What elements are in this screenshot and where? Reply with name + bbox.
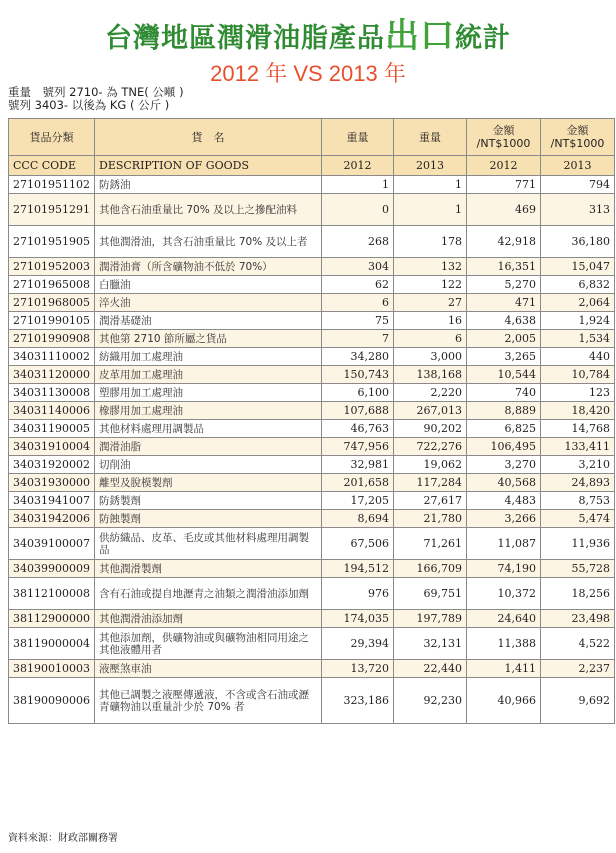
cell-weight-2013: 71,261 — [394, 528, 467, 560]
table-row — [9, 510, 615, 528]
table-row — [9, 678, 615, 724]
export-statistics-table — [8, 118, 615, 724]
cell-value-2013: 313 — [541, 194, 615, 226]
cell-weight-2013: 2,220 — [394, 384, 467, 402]
cell-weight-2012: 304 — [322, 258, 394, 276]
table-row — [9, 258, 615, 276]
title-part3: 統計 — [455, 23, 511, 54]
cell-description: 潤滑油脂 — [95, 438, 322, 456]
cell-value-2012: 11,388 — [467, 628, 541, 660]
cell-code: 34031920002 — [9, 456, 95, 474]
table-row — [9, 628, 615, 660]
cell-weight-2013: 19,062 — [394, 456, 467, 474]
cell-description: 離型及脫模製劑 — [95, 474, 322, 492]
cell-weight-2012: 17,205 — [322, 492, 394, 510]
cell-value-2012: 3,265 — [467, 348, 541, 366]
cell-weight-2012: 1 — [322, 176, 394, 194]
cell-description: 防蝕製劑 — [95, 510, 322, 528]
cell-value-2013: 10,784 — [541, 366, 615, 384]
table-row — [9, 420, 615, 438]
table-row — [9, 276, 615, 294]
cell-description: 皮革用加工處理油 — [95, 366, 322, 384]
cell-description: 防銹油 — [95, 176, 322, 194]
cell-value-2013: 14,768 — [541, 420, 615, 438]
cell-description: 淬火油 — [95, 294, 322, 312]
table-row — [9, 610, 615, 628]
cell-weight-2013: 22,440 — [394, 660, 467, 678]
cell-weight-2013: 197,789 — [394, 610, 467, 628]
table-row — [9, 438, 615, 456]
header-value-2013: 金額 /NT$1000 — [541, 119, 615, 156]
cell-value-2013: 133,411 — [541, 438, 615, 456]
cell-value-2013: 123 — [541, 384, 615, 402]
table-row — [9, 660, 615, 678]
cell-description: 其他材料處理用調製品 — [95, 420, 322, 438]
header-weight-2013: 重量 — [394, 119, 467, 156]
cell-weight-2012: 13,720 — [322, 660, 394, 678]
cell-value-2012: 3,270 — [467, 456, 541, 474]
cell-code: 34039100007 — [9, 528, 95, 560]
unit-note: 號列 3403- 以後為 KG ( 公斤 ) — [8, 98, 170, 112]
cell-value-2012: 740 — [467, 384, 541, 402]
cell-description: 其他潤滑油，其含石油重量比 70% 及以上者 — [95, 226, 322, 258]
cell-weight-2012: 323,186 — [322, 678, 394, 724]
cell-value-2012: 469 — [467, 194, 541, 226]
cell-value-2012: 4,638 — [467, 312, 541, 330]
cell-code: 27101990105 — [9, 312, 95, 330]
cell-weight-2012: 8,694 — [322, 510, 394, 528]
cell-weight-2012: 34,280 — [322, 348, 394, 366]
cell-weight-2013: 722,276 — [394, 438, 467, 456]
cell-weight-2013: 267,013 — [394, 402, 467, 420]
cell-value-2013: 55,728 — [541, 560, 615, 578]
cell-value-2013: 440 — [541, 348, 615, 366]
cell-weight-2012: 29,394 — [322, 628, 394, 660]
cell-code: 27101951905 — [9, 226, 95, 258]
cell-description: 防銹製劑 — [95, 492, 322, 510]
data-source: 資料來源：財政部關務署 — [8, 833, 118, 844]
cell-value-2012: 4,483 — [467, 492, 541, 510]
table-row — [9, 456, 615, 474]
cell-weight-2012: 0 — [322, 194, 394, 226]
table-row — [9, 176, 615, 194]
page-title — [0, 8, 616, 57]
cell-weight-2013: 3,000 — [394, 348, 467, 366]
cell-weight-2013: 90,202 — [394, 420, 467, 438]
header-goods-name: 貨 名 — [95, 119, 322, 156]
cell-weight-2012: 6 — [322, 294, 394, 312]
cell-description: 塑膠用加工處理油 — [95, 384, 322, 402]
table-row — [9, 402, 615, 420]
cell-code: 34031120000 — [9, 366, 95, 384]
cell-code: 34031930000 — [9, 474, 95, 492]
cell-value-2012: 16,351 — [467, 258, 541, 276]
cell-code: 38112900000 — [9, 610, 95, 628]
header-weight-2012: 重量 — [322, 119, 394, 156]
table-row — [9, 348, 615, 366]
cell-value-2012: 5,270 — [467, 276, 541, 294]
title-part2: 出口 — [385, 16, 455, 56]
cell-value-2012: 11,087 — [467, 528, 541, 560]
cell-description: 其他第 2710 節所屬之貨品 — [95, 330, 322, 348]
subheader-code: CCC CODE — [9, 156, 95, 176]
cell-value-2013: 2,237 — [541, 660, 615, 678]
cell-weight-2012: 62 — [322, 276, 394, 294]
cell-value-2012: 3,266 — [467, 510, 541, 528]
cell-value-2012: 2,005 — [467, 330, 541, 348]
cell-code: 38190090006 — [9, 678, 95, 724]
cell-weight-2012: 747,956 — [322, 438, 394, 456]
table-row — [9, 578, 615, 610]
cell-weight-2013: 1 — [394, 194, 467, 226]
cell-value-2013: 8,753 — [541, 492, 615, 510]
cell-code: 27101965008 — [9, 276, 95, 294]
cell-weight-2013: 117,284 — [394, 474, 467, 492]
header-value-2012: 金額 /NT$1000 — [467, 119, 541, 156]
cell-weight-2013: 138,168 — [394, 366, 467, 384]
cell-description: 液壓煞車油 — [95, 660, 322, 678]
cell-weight-2013: 178 — [394, 226, 467, 258]
subheader-year: 2012 — [467, 156, 541, 176]
cell-value-2013: 23,498 — [541, 610, 615, 628]
cell-weight-2012: 107,688 — [322, 402, 394, 420]
cell-value-2013: 11,936 — [541, 528, 615, 560]
cell-weight-2012: 976 — [322, 578, 394, 610]
cell-value-2012: 1,411 — [467, 660, 541, 678]
cell-description: 其他潤滑油添加劑 — [95, 610, 322, 628]
cell-weight-2013: 16 — [394, 312, 467, 330]
cell-weight-2013: 69,751 — [394, 578, 467, 610]
cell-value-2012: 40,568 — [467, 474, 541, 492]
unit-note: 重量 號列 2710- 為 TNE( 公噸 ) — [8, 85, 184, 99]
cell-value-2012: 471 — [467, 294, 541, 312]
cell-weight-2012: 75 — [322, 312, 394, 330]
cell-weight-2012: 6,100 — [322, 384, 394, 402]
cell-code: 34031130008 — [9, 384, 95, 402]
cell-weight-2013: 21,780 — [394, 510, 467, 528]
cell-weight-2012: 32,981 — [322, 456, 394, 474]
cell-weight-2012: 268 — [322, 226, 394, 258]
title-part1: 台灣地區潤滑油脂產品 — [105, 23, 385, 54]
cell-description: 橡膠用加工處理油 — [95, 402, 322, 420]
cell-value-2013: 4,522 — [541, 628, 615, 660]
cell-code: 27101951291 — [9, 194, 95, 226]
table-row — [9, 492, 615, 510]
cell-weight-2013: 27,617 — [394, 492, 467, 510]
cell-value-2013: 794 — [541, 176, 615, 194]
cell-value-2013: 18,420 — [541, 402, 615, 420]
cell-weight-2012: 174,035 — [322, 610, 394, 628]
cell-weight-2013: 27 — [394, 294, 467, 312]
table-row — [9, 528, 615, 560]
cell-weight-2013: 166,709 — [394, 560, 467, 578]
cell-weight-2012: 67,506 — [322, 528, 394, 560]
table-row — [9, 194, 615, 226]
table-row — [9, 366, 615, 384]
cell-value-2012: 6,825 — [467, 420, 541, 438]
cell-value-2013: 36,180 — [541, 226, 615, 258]
cell-code: 34031110002 — [9, 348, 95, 366]
cell-description: 切削油 — [95, 456, 322, 474]
cell-description: 白臘油 — [95, 276, 322, 294]
cell-value-2013: 15,047 — [541, 258, 615, 276]
cell-weight-2013: 132 — [394, 258, 467, 276]
cell-value-2012: 40,966 — [467, 678, 541, 724]
cell-description: 含有石油或提自地瀝青之油類之潤滑油添加劑 — [95, 578, 322, 610]
cell-code: 34031941007 — [9, 492, 95, 510]
cell-weight-2012: 46,763 — [322, 420, 394, 438]
cell-value-2013: 1,924 — [541, 312, 615, 330]
cell-weight-2013: 32,131 — [394, 628, 467, 660]
page-subtitle: 2012 年 VS 2013 年 — [210, 61, 406, 86]
cell-weight-2013: 6 — [394, 330, 467, 348]
cell-value-2013: 2,064 — [541, 294, 615, 312]
cell-description: 潤滑基礎油 — [95, 312, 322, 330]
table-row — [9, 294, 615, 312]
unit-notes — [8, 86, 184, 112]
cell-code: 38190010003 — [9, 660, 95, 678]
cell-code: 38112100008 — [9, 578, 95, 610]
cell-weight-2013: 1 — [394, 176, 467, 194]
cell-description: 其他含石油重量比 70% 及以上之摻配油料 — [95, 194, 322, 226]
cell-weight-2012: 7 — [322, 330, 394, 348]
cell-value-2013: 1,534 — [541, 330, 615, 348]
cell-description: 供紡織品、皮革、毛皮或其他材料處理用調製品 — [95, 528, 322, 560]
cell-description: 其他添加劑，供礦物油或與礦物油相同用途之其他液體用者 — [95, 628, 322, 660]
cell-value-2013: 24,893 — [541, 474, 615, 492]
cell-code: 27101990908 — [9, 330, 95, 348]
table-row — [9, 474, 615, 492]
cell-code: 27101952003 — [9, 258, 95, 276]
table-row — [9, 312, 615, 330]
subheader-description: DESCRIPTION OF GOODS — [95, 156, 322, 176]
cell-code: 27101951102 — [9, 176, 95, 194]
cell-description: 潤滑油膏（所含礦物油不低於 70%） — [95, 258, 322, 276]
table-row — [9, 384, 615, 402]
cell-code: 34031942006 — [9, 510, 95, 528]
cell-code: 34031910004 — [9, 438, 95, 456]
cell-value-2012: 10,544 — [467, 366, 541, 384]
table-row — [9, 226, 615, 258]
cell-weight-2012: 150,743 — [322, 366, 394, 384]
cell-weight-2013: 92,230 — [394, 678, 467, 724]
cell-weight-2013: 122 — [394, 276, 467, 294]
subheader-year: 2012 — [322, 156, 394, 176]
cell-code: 38119000004 — [9, 628, 95, 660]
cell-value-2012: 74,190 — [467, 560, 541, 578]
cell-code: 34039900009 — [9, 560, 95, 578]
cell-description: 其他潤滑製劑 — [95, 560, 322, 578]
cell-value-2013: 5,474 — [541, 510, 615, 528]
cell-description: 其他已調製之液壓傳遞液，不含或含石油或瀝青礦物油以重量計少於 70% 者 — [95, 678, 322, 724]
cell-code: 27101968005 — [9, 294, 95, 312]
cell-description: 紡織用加工處理油 — [95, 348, 322, 366]
cell-value-2012: 10,372 — [467, 578, 541, 610]
cell-code: 34031190005 — [9, 420, 95, 438]
table-row — [9, 330, 615, 348]
cell-weight-2012: 201,658 — [322, 474, 394, 492]
cell-value-2012: 8,889 — [467, 402, 541, 420]
cell-value-2013: 6,832 — [541, 276, 615, 294]
cell-value-2012: 771 — [467, 176, 541, 194]
cell-value-2012: 24,640 — [467, 610, 541, 628]
subheader-year: 2013 — [541, 156, 615, 176]
table-body — [9, 176, 615, 724]
cell-value-2013: 9,692 — [541, 678, 615, 724]
cell-value-2012: 106,495 — [467, 438, 541, 456]
cell-value-2013: 18,256 — [541, 578, 615, 610]
cell-weight-2012: 194,512 — [322, 560, 394, 578]
header-category: 貨品分類 — [9, 119, 95, 156]
table-row — [9, 560, 615, 578]
cell-code: 34031140006 — [9, 402, 95, 420]
cell-value-2012: 42,918 — [467, 226, 541, 258]
cell-value-2013: 3,210 — [541, 456, 615, 474]
subheader-year: 2013 — [394, 156, 467, 176]
